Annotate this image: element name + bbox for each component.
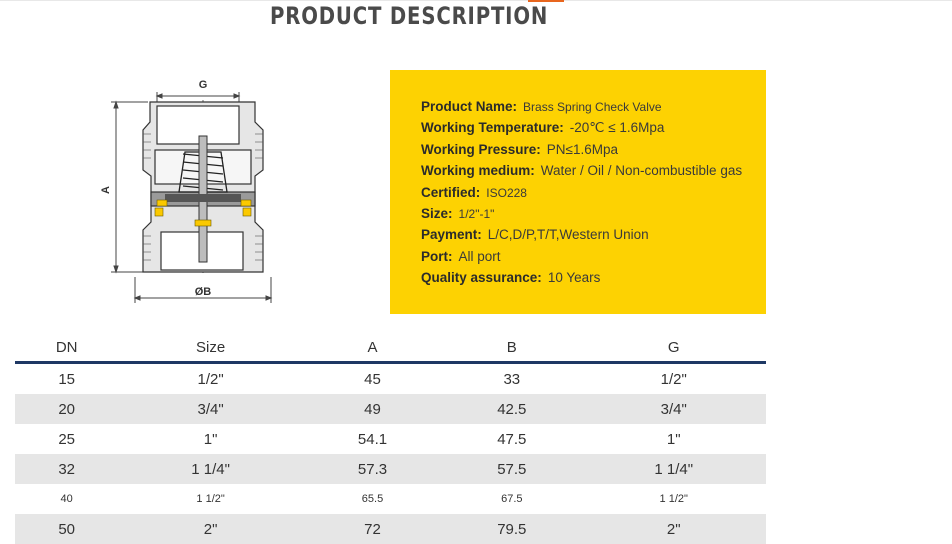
info-row-payment <box>421 224 766 245</box>
info-value: Brass Spring Check Valve <box>523 100 662 114</box>
table-cell: 40 <box>60 493 73 505</box>
table-cell: 1/2" <box>197 370 224 388</box>
column-header-b: B <box>442 333 581 363</box>
table-cell: 3/4" <box>581 394 766 424</box>
dimension-table <box>15 333 766 544</box>
table-cell: 72 <box>303 514 442 544</box>
info-key: Quality assurance: <box>421 270 542 286</box>
info-value: 1/2"-1" <box>458 206 495 221</box>
table-cell: 54.1 <box>357 430 388 448</box>
info-row-working-pressure <box>421 139 766 160</box>
table-cell: 32 <box>15 454 118 484</box>
table-cell: 1 1/2" <box>659 493 688 505</box>
table-cell: 1/2" <box>660 370 687 388</box>
dimension-label-g: G <box>198 79 208 91</box>
valve-technical-drawing <box>95 72 295 304</box>
table-cell: 47.5 <box>497 430 527 448</box>
info-value: L/C,D/P,T/T,Western Union <box>487 227 649 243</box>
table-row <box>15 484 766 514</box>
info-row-working-medium <box>421 160 766 181</box>
info-row-quality-assurance <box>421 267 766 288</box>
dimension-label-a: A <box>100 186 112 194</box>
table-cell: 42.5 <box>442 394 581 424</box>
table-cell: 33 <box>503 370 521 388</box>
table-row <box>15 454 766 484</box>
table-cell: 65.5 <box>361 493 384 505</box>
table-header-row <box>15 333 766 363</box>
info-row-certified <box>421 182 766 203</box>
info-value: -20℃ ≤ 1.6Mpa <box>569 120 665 136</box>
info-key: Product Name: <box>421 99 518 114</box>
dimension-label-b: ØB <box>194 286 212 298</box>
info-row-product-name <box>421 96 766 117</box>
table-cell: 50 <box>15 514 118 544</box>
top-divider <box>0 0 952 1</box>
info-key: Working Pressure: <box>421 141 541 157</box>
column-header-a: A <box>303 333 442 363</box>
table-cell: 57.5 <box>442 454 581 484</box>
column-header-dn: DN <box>15 333 118 363</box>
table-row <box>15 514 766 544</box>
table-cell: 1 1/4" <box>118 454 303 484</box>
table-cell: 20 <box>15 394 118 424</box>
table-row <box>15 394 766 424</box>
info-key: Working Temperature: <box>421 120 564 136</box>
info-key: Working medium: <box>421 163 535 179</box>
table-row <box>15 424 766 454</box>
table-cell: 45 <box>364 370 381 388</box>
info-key: Certified: <box>421 184 481 200</box>
table-row <box>15 363 766 395</box>
info-value: 10 Years <box>547 270 601 286</box>
column-header-size: Size <box>118 333 303 363</box>
info-key: Size: <box>421 205 453 221</box>
info-row-size <box>421 203 766 224</box>
page-title: PRODUCT DESCRIPTION <box>270 2 549 30</box>
table-cell: 3/4" <box>118 394 303 424</box>
info-value: All port <box>458 248 501 264</box>
table-cell: 15 <box>58 370 76 388</box>
info-value: ISO228 <box>486 185 527 200</box>
table-cell: 79.5 <box>442 514 581 544</box>
column-header-g: G <box>581 333 766 363</box>
table-cell: 1" <box>666 430 681 448</box>
table-cell: 25 <box>58 430 76 448</box>
info-row-working-temperature <box>421 117 766 138</box>
table-cell: 1 1/4" <box>581 454 766 484</box>
info-key: Payment: <box>421 227 482 243</box>
table-cell: 1 1/2" <box>196 493 225 505</box>
info-value: PN≤1.6Mpa <box>546 141 618 157</box>
product-info-box <box>390 70 766 314</box>
table-cell: 2" <box>581 514 766 544</box>
table-cell: 1" <box>203 430 218 448</box>
table-cell: 2" <box>118 514 303 544</box>
table-cell: 49 <box>303 394 442 424</box>
info-key: Port: <box>421 248 453 264</box>
table-cell: 57.3 <box>303 454 442 484</box>
info-value: Water / Oil / Non-combustible gas <box>540 163 743 179</box>
info-row-port <box>421 246 766 267</box>
table-cell: 67.5 <box>501 493 523 505</box>
